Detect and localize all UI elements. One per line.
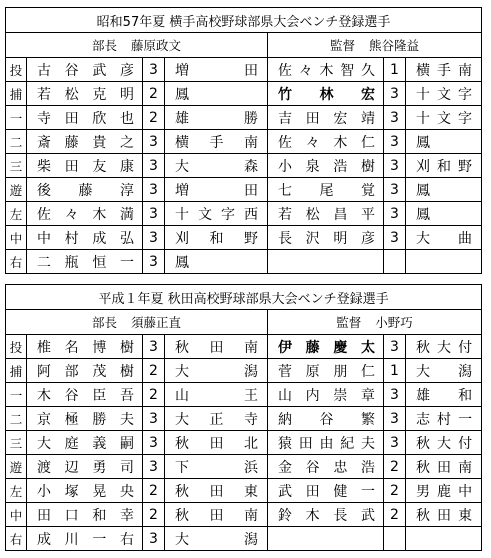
player-name: 長沢明彦 [268, 226, 384, 250]
player-name: 猿田由紀夫 [268, 431, 384, 455]
player-school: 刈和野 [165, 226, 268, 250]
player-school: 大潟 [165, 527, 268, 551]
player-school: 大曲 [406, 226, 482, 250]
player-row [6, 226, 482, 250]
position-cell: 捕 [6, 82, 27, 106]
player-school: 鳳 [406, 130, 482, 154]
player-name: 成川一右 [27, 527, 143, 551]
position-cell: 中 [6, 503, 27, 527]
player-name: 寺田欣也 [27, 106, 143, 130]
player-school: 秋田南 [165, 335, 268, 359]
player-school: 大正寺 [165, 407, 268, 431]
player-row [6, 503, 482, 527]
player-school: 鳳 [406, 202, 482, 226]
player-name: 若松克明 [27, 82, 143, 106]
player-name: 伊藤慶太 [268, 335, 384, 359]
position-cell: 左 [6, 202, 27, 226]
player-grade: 3 [384, 154, 406, 178]
position-cell: 遊 [6, 178, 27, 202]
player-grade: 3 [384, 106, 406, 130]
position-cell: 右 [6, 250, 27, 274]
position-cell: 三 [6, 154, 27, 178]
player-school: 大潟 [165, 359, 268, 383]
title-row [6, 8, 482, 33]
player-school: 秋田南 [165, 503, 268, 527]
staff-row [6, 33, 482, 58]
player-school: 男鹿中 [406, 479, 482, 503]
player-name: 二瓶恒一 [27, 250, 143, 274]
player-school: 秋田東 [165, 479, 268, 503]
player-name: 七尾覚 [268, 178, 384, 202]
player-name [268, 527, 384, 551]
player-grade: 3 [143, 58, 165, 82]
player-name: 竹林宏 [268, 82, 384, 106]
player-school [406, 250, 482, 274]
player-grade: 3 [384, 407, 406, 431]
player-grade: 3 [384, 431, 406, 455]
position-cell: 三 [6, 431, 27, 455]
player-name: 小泉浩樹 [268, 154, 384, 178]
player-grade: 2 [384, 479, 406, 503]
roster-title: 昭和57年夏 横手高校野球部県大会ベンチ登録選手 [6, 8, 482, 33]
player-grade: 2 [384, 503, 406, 527]
player-name: 佐々木満 [27, 202, 143, 226]
player-school: 秋田北 [165, 431, 268, 455]
player-school: 雄和 [406, 383, 482, 407]
player-name: 椎名博樹 [27, 335, 143, 359]
player-school: 大潟 [406, 359, 482, 383]
roster-table [5, 7, 482, 274]
player-school: 鳳 [406, 178, 482, 202]
manager-cell [268, 33, 482, 58]
title-row [6, 285, 482, 310]
player-grade: 2 [143, 82, 165, 106]
player-school: 大森 [165, 154, 268, 178]
player-row [6, 130, 482, 154]
player-school: 十文字 [406, 106, 482, 130]
player-grade: 3 [384, 202, 406, 226]
roster-showa57 [5, 7, 481, 274]
player-grade: 3 [384, 335, 406, 359]
player-name: 阿部茂樹 [27, 359, 143, 383]
player-grade [384, 250, 406, 274]
player-school: 秋大付 [406, 335, 482, 359]
manager-name: 熊谷隆益 [369, 38, 420, 53]
director-label: 部長 [91, 315, 117, 330]
director-cell [6, 310, 268, 335]
player-name: 大庭義嗣 [27, 431, 143, 455]
position-cell: 右 [6, 527, 27, 551]
player-grade: 2 [143, 106, 165, 130]
player-grade: 3 [143, 226, 165, 250]
player-school: 雄勝 [165, 106, 268, 130]
player-grade: 3 [384, 130, 406, 154]
position-cell: 一 [6, 383, 27, 407]
player-name: 田口和幸 [27, 503, 143, 527]
player-school: 横手南 [165, 130, 268, 154]
player-school: 秋大付 [406, 431, 482, 455]
player-row [6, 383, 482, 407]
manager-name: 小野巧 [375, 315, 413, 330]
player-row [6, 202, 482, 226]
player-school: 鳳 [165, 82, 268, 106]
staff-row [6, 310, 482, 335]
player-school: 増田 [165, 178, 268, 202]
player-name: 鈴木長武 [268, 503, 384, 527]
position-cell: 捕 [6, 359, 27, 383]
player-grade: 3 [143, 407, 165, 431]
player-school: 刈和野 [406, 154, 482, 178]
director-cell [6, 33, 268, 58]
player-grade: 1 [384, 58, 406, 82]
roster-table [5, 284, 482, 551]
player-school: 増田 [165, 58, 268, 82]
player-row [6, 250, 482, 274]
player-school: 横手南 [406, 58, 482, 82]
player-grade: 3 [143, 154, 165, 178]
player-row [6, 479, 482, 503]
player-grade: 3 [143, 431, 165, 455]
player-row [6, 178, 482, 202]
player-row [6, 455, 482, 479]
player-name: 菅原朋仁 [268, 359, 384, 383]
player-row [6, 359, 482, 383]
player-school: 下浜 [165, 455, 268, 479]
player-name: 納谷繁 [268, 407, 384, 431]
player-grade: 3 [143, 335, 165, 359]
player-school [406, 527, 482, 551]
player-row [6, 527, 482, 551]
roster-heisei1 [5, 284, 481, 551]
player-grade: 2 [143, 503, 165, 527]
player-school: 志村一 [406, 407, 482, 431]
player-name: 柴田友康 [27, 154, 143, 178]
player-name: 金谷忠浩 [268, 455, 384, 479]
player-name: 渡辺勇司 [27, 455, 143, 479]
player-grade: 3 [143, 527, 165, 551]
manager-cell [268, 310, 482, 335]
player-grade: 2 [143, 479, 165, 503]
player-school: 山王 [165, 383, 268, 407]
player-name: 斎藤貴之 [27, 130, 143, 154]
player-grade: 3 [143, 250, 165, 274]
player-name: 若松昌平 [268, 202, 384, 226]
player-row [6, 58, 482, 82]
position-cell: 一 [6, 106, 27, 130]
director-label: 部長 [91, 38, 117, 53]
manager-label: 監督 [336, 315, 362, 330]
position-cell: 中 [6, 226, 27, 250]
player-grade: 3 [143, 455, 165, 479]
player-grade: 3 [384, 226, 406, 250]
player-name: 佐々木智久 [268, 58, 384, 82]
player-name: 後藤淳 [27, 178, 143, 202]
player-school: 秋田東 [406, 503, 482, 527]
player-name [268, 250, 384, 274]
player-row [6, 335, 482, 359]
player-name: 小塚晃央 [27, 479, 143, 503]
position-cell: 左 [6, 479, 27, 503]
player-grade: 3 [384, 82, 406, 106]
player-grade: 2 [143, 359, 165, 383]
player-grade: 3 [143, 130, 165, 154]
position-cell: 遊 [6, 455, 27, 479]
player-row [6, 106, 482, 130]
player-school: 十文字西 [165, 202, 268, 226]
player-grade: 3 [384, 383, 406, 407]
director-name: 藤原政文 [131, 38, 182, 53]
director-name: 須藤正直 [131, 315, 182, 330]
roster-title: 平成１年夏 秋田高校野球部県大会ベンチ登録選手 [6, 285, 482, 310]
position-cell: 投 [6, 58, 27, 82]
manager-label: 監督 [330, 38, 356, 53]
position-cell: 二 [6, 130, 27, 154]
player-row [6, 431, 482, 455]
player-row [6, 82, 482, 106]
player-name: 京極勝夫 [27, 407, 143, 431]
player-name: 佐々木仁 [268, 130, 384, 154]
player-name: 吉田宏靖 [268, 106, 384, 130]
position-cell: 二 [6, 407, 27, 431]
player-grade: 2 [384, 455, 406, 479]
player-grade: 3 [143, 178, 165, 202]
player-grade: 3 [143, 202, 165, 226]
player-school: 鳳 [165, 250, 268, 274]
player-school: 秋田南 [406, 455, 482, 479]
player-grade: 2 [143, 383, 165, 407]
position-cell: 投 [6, 335, 27, 359]
player-grade: 1 [384, 359, 406, 383]
player-name: 武田健一 [268, 479, 384, 503]
player-row [6, 154, 482, 178]
player-row [6, 407, 482, 431]
player-name: 山内崇章 [268, 383, 384, 407]
player-name: 木谷臣吾 [27, 383, 143, 407]
player-grade [384, 527, 406, 551]
player-school: 十文字 [406, 82, 482, 106]
player-name: 古谷武彦 [27, 58, 143, 82]
player-grade: 3 [384, 178, 406, 202]
player-name: 中村成弘 [27, 226, 143, 250]
